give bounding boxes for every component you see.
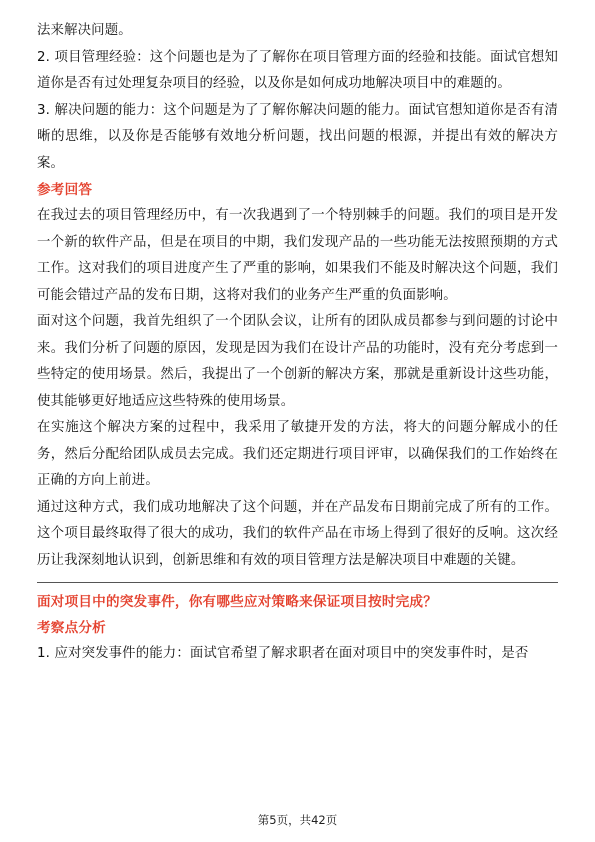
answer-paragraph-2: 面对这个问题，我首先组织了一个团队会议，让所有的团队成员都参与到问题的讨论中来。我们分析了问题的原因，发现是因为我们在设计产品的功能时，没有充分考虑到一些特定的使用场景。然后，我提出了一个创新的解决方案，那就是重新设计这些功能，使其能够更好地适应这些特殊的使用场景。 xyxy=(37,314,558,409)
answer-paragraph-4: 通过这种方式，我们成功地解决了这个问题，并在产品发布日期前完成了所有的工作。这个项目最终取得了很大的成功，我们的软件产品在市场上得到了很好的反响。这次经历让我深刻地认识到，创新思维和有效的项目管理方法是解决项目中难题的关键。 xyxy=(37,499,558,568)
point-project-management-experience: 2. 项目管理经验：这个问题也是为了了解你在项目管理方面的经验和技能。面试官想知道你是否有过处理复杂项目的经验，以及你是如何成功地解决项目中的难题的。 xyxy=(37,49,558,91)
section-divider xyxy=(37,582,558,583)
answer-paragraph-1: 在我过去的项目管理经历中，有一次我遇到了一个特别棘手的问题。我们的项目是开发一个新的软件产品，但是在项目的中期，我们发现产品的一些功能无法按照预期的方式工作。这对我们的项目进度产生了严重的影响，如果我们不能及时解决这个问题，我们可能会错过产品的发布日期，这将对我们的业务产生严重的负面影响。 xyxy=(37,208,558,303)
page-number-footer: 第5页，共42页 xyxy=(257,813,338,827)
answer-paragraph-3: 在实施这个解决方案的过程中，我采用了敏捷开发的方法，将大的问题分解成小的任务，然后分配给团队成员去完成。我们还定期进行项目评审，以确保我们的工作始终在正确的方向上前进。 xyxy=(37,420,558,488)
reference-answer-heading: 参考回答 xyxy=(37,182,93,198)
point-problem-solving-ability: 3. 解决问题的能力：这个问题是为了了解你解决问题的能力。面试官想知道你是否有清晰的思维，以及你是否能够有效地分析问题，找出问题的根源，并提出有效的解决方案。 xyxy=(37,102,558,171)
analysis-heading: 考察点分析 xyxy=(37,620,106,636)
analysis-point-1: 1. 应对突发事件的能力：面试官希望了解求职者在面对项目中的突发事件时，是否 xyxy=(37,646,529,661)
question-heading: 面对项目中的突发事件，你有哪些应对策略来保证项目按时完成？ xyxy=(37,594,438,610)
paragraph-continuation: 法来解决问题。 xyxy=(37,23,132,38)
page-content xyxy=(37,18,558,668)
